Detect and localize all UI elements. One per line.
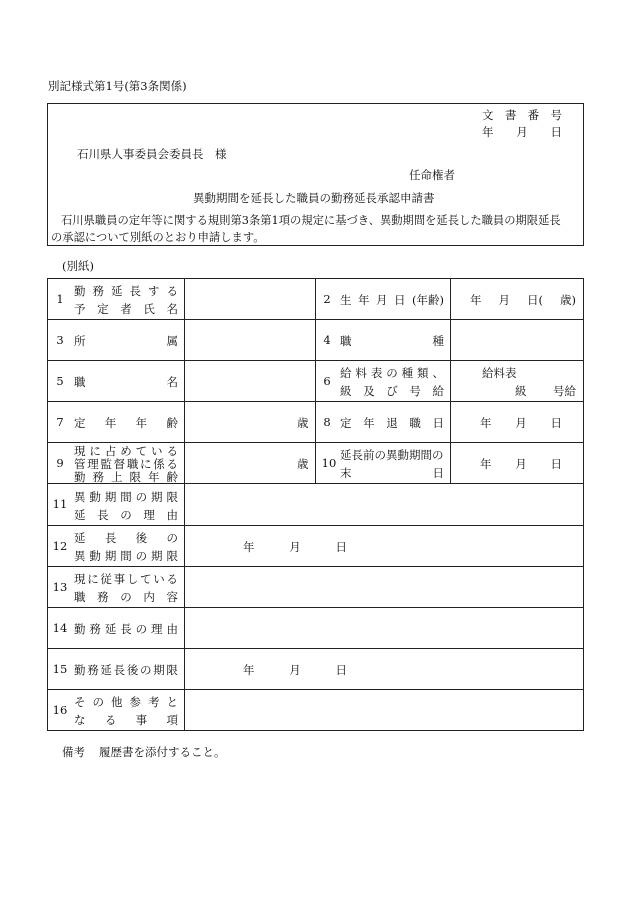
- field-label-extension-reason-l1: 異 動 期 間 の 期 限: [74, 490, 178, 504]
- remarks-label: 備考: [62, 745, 85, 759]
- row-number: 6: [323, 374, 331, 388]
- application-body-line2: の承認について別紙のとおり申請します。: [51, 231, 265, 244]
- field-label-name-l1: 勤 務 延 長 す る: [74, 284, 178, 298]
- row-number: 2: [323, 292, 331, 306]
- row-number: 5: [56, 374, 64, 388]
- addressee: 石川県人事委員会委員長 様: [77, 147, 227, 161]
- field-label-retirement-date: 定 年 退 職 日: [340, 416, 444, 430]
- application-date: 年 月 日: [482, 125, 562, 139]
- field-label-service-reason: 勤 務 延 長 の 理 由: [74, 622, 178, 636]
- row-number: 8: [323, 415, 331, 429]
- field-label-name-l2: 予 定 者 氏 名: [74, 302, 178, 316]
- row-number: 9: [56, 456, 64, 470]
- row-number: 14: [52, 621, 68, 635]
- field-label-service-period: 勤 務 延 長 後 の 期 限: [74, 663, 178, 677]
- field-label-current-duty-l2: 職 務 の 内 容: [74, 590, 178, 604]
- appointer-label: 任命権者: [409, 168, 455, 182]
- field-label-extended-period-l2: 異 動 期 間 の 期 限: [74, 549, 178, 563]
- salary-grade-value: 級 号給: [515, 384, 576, 398]
- field-label-birthdate: 生 年 月 日 (年齢): [340, 293, 444, 307]
- age-unit: 歳: [297, 457, 309, 471]
- field-label-retirement-age: 定 年 年 齢: [74, 416, 178, 430]
- field-label-current-duty-l1: 現 に 従 事 し て い る: [74, 572, 178, 586]
- age-unit: 歳: [297, 416, 309, 430]
- form-title: 別記様式第1号(第3条関係): [48, 79, 187, 93]
- attachment-label: (別紙): [62, 259, 94, 273]
- salary-table-value: 給料表: [482, 366, 517, 380]
- field-label-prior-period-l1: 延長前の異動期間の: [340, 448, 444, 462]
- field-label-salary-l1: 給 料 表 の 種 類 、: [340, 366, 444, 380]
- row-number: 13: [52, 580, 68, 594]
- remarks-text: 履歴書を添付すること。: [99, 745, 226, 759]
- document-number-label: 文 書 番 号: [482, 108, 562, 122]
- row-number: 12: [52, 539, 68, 553]
- row-number: 16: [52, 703, 68, 717]
- field-label-extended-period-l1: 延 長 後 の: [74, 531, 178, 545]
- field-label-salary-l2: 級 及 び 号 給: [340, 384, 444, 398]
- field-label-extension-reason-l2: 延 長 の 理 由: [74, 508, 178, 522]
- field-label-upper-age-l2: 管 理 監 督 職 に 係 る: [74, 457, 178, 471]
- field-label-prior-period-l2: 末 日: [340, 466, 444, 480]
- row-number: 11: [52, 497, 68, 511]
- row-number: 10: [321, 456, 337, 470]
- row-number: 1: [56, 292, 64, 306]
- application-body-line1: 石川県職員の定年等に関する規則第3条第1項の規定に基づき、異動期間を延長した職員の期限延長: [61, 214, 561, 227]
- retirement-date-value: 年 月 日: [480, 416, 562, 430]
- application-title: 異動期間を延長した職員の勤務延長承認申請書: [193, 191, 435, 205]
- service-period-value: 年 月 日: [243, 663, 347, 677]
- field-label-position: 職 名: [74, 375, 178, 389]
- field-label-job-type: 職 種: [340, 334, 444, 348]
- field-label-upper-age-l3: 勤 務 上 限 年 齢: [74, 470, 178, 484]
- birthdate-value: 年 月 日( 歳): [470, 293, 576, 307]
- field-label-other-notes-l1: そ の 他 参 考 と: [74, 695, 178, 709]
- row-number: 4: [323, 333, 331, 347]
- prior-period-value: 年 月 日: [480, 457, 562, 471]
- field-label-upper-age-l1: 現 に 占 め て い る: [74, 444, 178, 458]
- field-label-other-notes-l2: な る 事 項: [74, 713, 178, 727]
- row-number: 7: [56, 415, 64, 429]
- row-number: 3: [56, 333, 64, 347]
- row-number: 15: [52, 662, 68, 676]
- field-label-department: 所 属: [74, 334, 178, 348]
- extended-period-value: 年 月 日: [243, 540, 347, 554]
